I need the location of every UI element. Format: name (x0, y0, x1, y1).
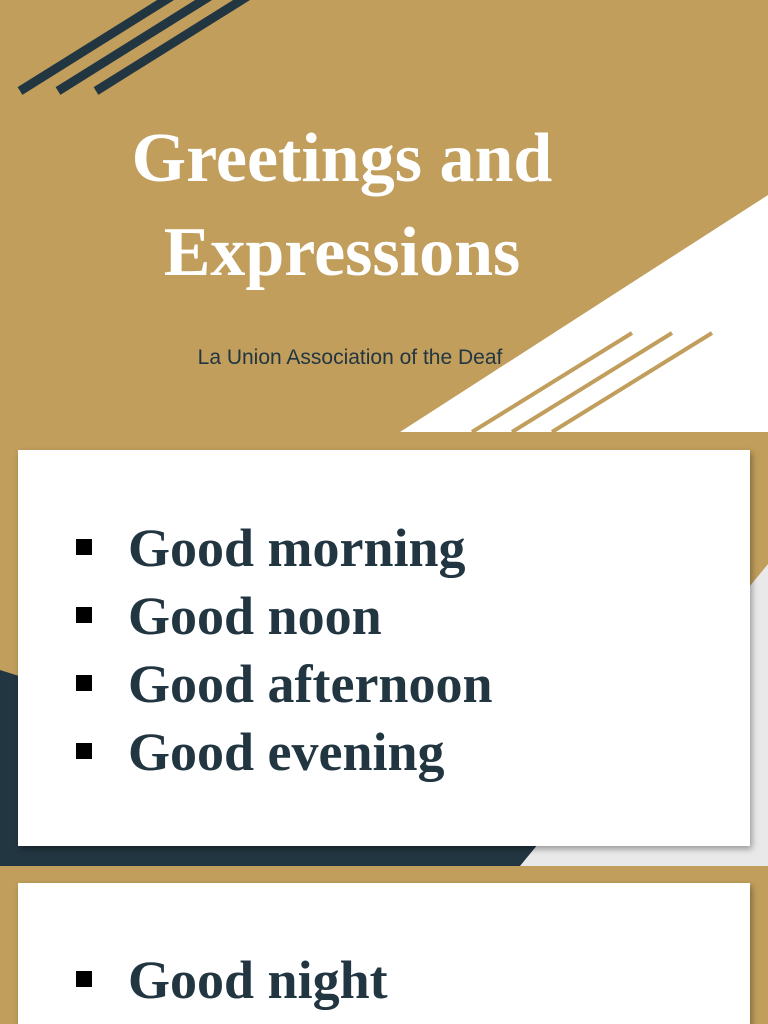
good-night-list (18, 946, 388, 1014)
list-item (18, 514, 493, 582)
list-item (18, 650, 493, 718)
list-item (18, 718, 493, 786)
list-item-text: Good evening (128, 722, 445, 782)
square-bullet-icon (76, 607, 92, 623)
square-bullet-icon (76, 675, 92, 691)
greetings-list (18, 514, 493, 786)
good-night-card (18, 883, 750, 1024)
slide-subtitle: La Union Association of the Deaf (197, 346, 503, 369)
list-item (18, 946, 388, 1014)
list-item-text: Good morning (128, 518, 466, 578)
list-item-text: Good noon (128, 586, 382, 646)
title-line-2: Expressions (163, 214, 521, 291)
greetings-slide (0, 432, 768, 866)
slide-title (40, 112, 644, 300)
greetings-card (18, 450, 750, 846)
list-item (18, 582, 493, 650)
square-bullet-icon (76, 743, 92, 759)
title-line-1: Greetings and (131, 120, 553, 197)
list-item-text: Good night (128, 950, 388, 1010)
title-slide (0, 0, 768, 432)
good-night-slide (0, 866, 768, 1024)
square-bullet-icon (76, 539, 92, 555)
navy-stripes (20, 0, 248, 91)
square-bullet-icon (76, 971, 92, 987)
list-item-text: Good afternoon (128, 654, 493, 714)
